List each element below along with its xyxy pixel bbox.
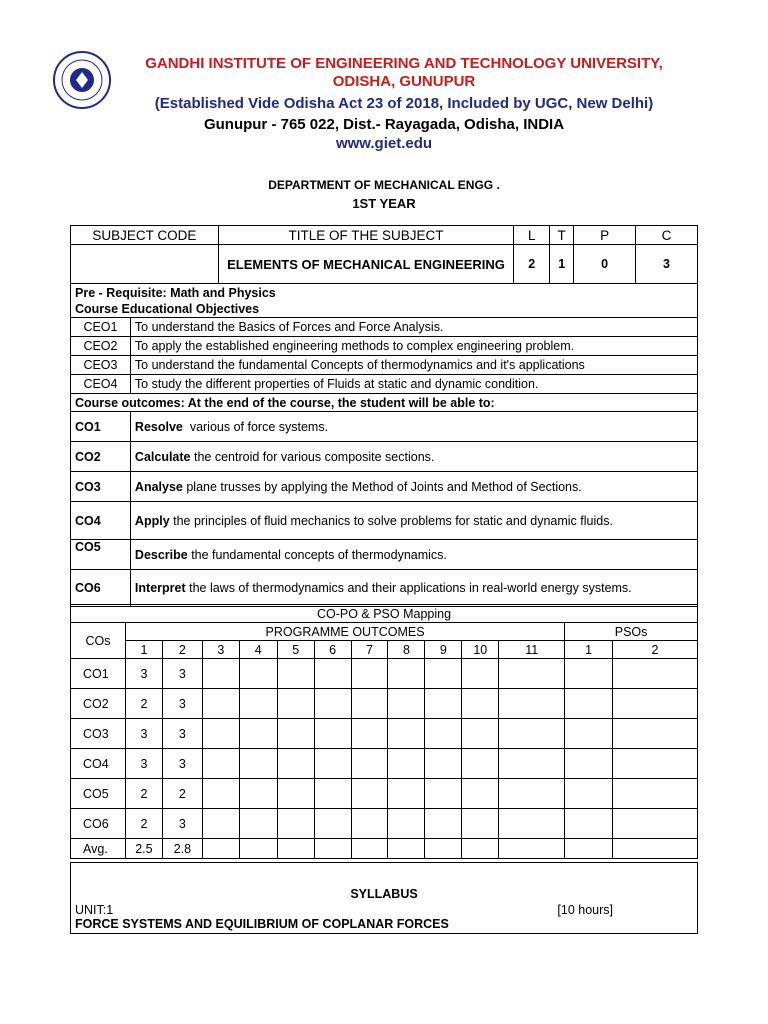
mapping-cell <box>239 779 277 809</box>
c-value: 3 <box>636 245 698 284</box>
co-row <box>71 442 698 472</box>
subject-title-header: TITLE OF THE SUBJECT <box>218 226 514 245</box>
mapping-cell <box>314 749 351 779</box>
mapping-cell <box>499 719 565 749</box>
co-row <box>71 412 698 442</box>
p-value: 0 <box>574 245 636 284</box>
university-location: ODISHA, GUNUPUR <box>332 73 476 90</box>
mapping-cell <box>239 659 277 689</box>
mapping-row <box>71 779 698 809</box>
mapping-cell <box>565 839 613 859</box>
course-table <box>70 225 698 607</box>
mapping-cell <box>565 659 613 689</box>
mapping-cell <box>499 749 565 779</box>
mapping-cell <box>202 779 239 809</box>
mapping-cell <box>388 689 425 719</box>
po-number: 4 <box>239 641 277 659</box>
co-verb: Describe <box>134 547 188 562</box>
mapping-cell <box>351 839 388 859</box>
mapping-cell <box>388 659 425 689</box>
mapping-cell <box>202 659 239 689</box>
mapping-cell <box>425 689 462 719</box>
mapping-cell <box>499 689 565 719</box>
mapping-cell <box>202 719 239 749</box>
mapping-cell <box>425 809 462 839</box>
t-header: T <box>550 226 574 245</box>
mapping-cell <box>351 719 388 749</box>
mapping-cell: 2 <box>125 779 162 809</box>
mapping-title: CO-PO & PSO Mapping <box>71 605 698 623</box>
l-header: L <box>514 226 550 245</box>
mapping-cell <box>351 749 388 779</box>
mapping-cell <box>277 779 314 809</box>
mapping-cell <box>388 809 425 839</box>
mapping-cell: 3 <box>125 719 162 749</box>
mapping-cell: 2 <box>162 779 202 809</box>
mapping-row <box>71 719 698 749</box>
mapping-cell <box>565 689 613 719</box>
ceo-row <box>71 337 698 356</box>
mapping-cell: 2.5 <box>125 839 162 859</box>
mapping-cell <box>314 839 351 859</box>
co-po-mapping-table <box>70 604 698 859</box>
co-id: CO5 <box>71 540 131 570</box>
co-row <box>71 570 698 607</box>
co-id: CO2 <box>71 442 131 472</box>
mapping-cell <box>388 779 425 809</box>
ceo-id: CEO2 <box>71 337 131 356</box>
co-text: plane trusses by applying the Method of Joints and Method of Sections. <box>182 479 582 494</box>
mapping-cell <box>462 659 499 689</box>
ceo-id: CEO4 <box>71 375 131 394</box>
co-id: CO4 <box>71 502 131 540</box>
university-name: GANDHI INSTITUTE OF ENGINEERING AND TECHNOLOGY UNIVERSITY, <box>145 55 663 72</box>
mapping-cell <box>277 809 314 839</box>
mapping-cell <box>425 839 462 859</box>
subject-code <box>71 245 219 284</box>
mapping-cell <box>565 809 613 839</box>
po-number: 1 <box>125 641 162 659</box>
mapping-co: CO4 <box>71 749 126 779</box>
mapping-cell <box>388 749 425 779</box>
mapping-cell: 3 <box>125 749 162 779</box>
co-text: various of force systems. <box>182 419 329 434</box>
mapping-cell <box>499 659 565 689</box>
co-verb: Interpret <box>134 581 186 595</box>
mapping-row <box>71 749 698 779</box>
mapping-row <box>71 689 698 719</box>
mapping-cell <box>277 839 314 859</box>
mapping-cell <box>499 839 565 859</box>
mapping-cell <box>499 809 565 839</box>
prerequisite: Pre - Requisite: Math and Physics <box>75 285 276 300</box>
mapping-cell <box>613 809 698 839</box>
ceo-row <box>71 375 698 394</box>
mapping-cell <box>351 809 388 839</box>
co-verb: Apply <box>134 513 170 528</box>
mapping-cell <box>565 719 613 749</box>
mapping-co: Avg. <box>71 839 126 859</box>
mapping-cell <box>277 659 314 689</box>
ceo-text: To apply the established engineering methods to complex engineering problem. <box>130 337 697 356</box>
po-number: 9 <box>425 641 462 659</box>
mapping-co: CO3 <box>71 719 126 749</box>
mapping-cell: 3 <box>162 719 202 749</box>
mapping-cell <box>314 809 351 839</box>
co-row <box>71 540 698 570</box>
website-link[interactable]: www.giet.edu <box>335 135 433 152</box>
po-number: 3 <box>202 641 239 659</box>
mapping-cell: 3 <box>162 749 202 779</box>
t-value: 1 <box>550 245 574 284</box>
ceo-id: CEO1 <box>71 318 131 337</box>
mapping-cell <box>239 839 277 859</box>
mapping-cell <box>499 779 565 809</box>
mapping-cell <box>462 809 499 839</box>
po-number: 8 <box>388 641 425 659</box>
co-text: the fundamental concepts of thermodynamics. <box>187 547 447 562</box>
address: Gunupur - 765 022, Dist.- Rayagada, Odisha, INDIA <box>203 116 565 133</box>
po-number: 2 <box>162 641 202 659</box>
subject-title: ELEMENTS OF MECHANICAL ENGINEERING <box>218 245 514 284</box>
mapping-cell <box>462 749 499 779</box>
mapping-cell <box>314 659 351 689</box>
ceo-id: CEO3 <box>71 356 131 375</box>
subject-code-header: SUBJECT CODE <box>71 226 219 245</box>
mapping-cell <box>202 839 239 859</box>
po-number: 11 <box>499 641 565 659</box>
co-text: the laws of thermodynamics and their applications in real-world energy systems. <box>185 581 632 595</box>
co-verb: Analyse <box>134 479 183 494</box>
mapping-co: CO2 <box>71 689 126 719</box>
ceo-row <box>71 318 698 337</box>
po-header: PROGRAMME OUTCOMES <box>125 623 564 641</box>
pso-number: 2 <box>613 641 698 659</box>
mapping-cell <box>425 719 462 749</box>
mapping-cell <box>462 779 499 809</box>
mapping-cell <box>425 779 462 809</box>
co-verb: Calculate <box>134 449 191 464</box>
mapping-cell <box>462 689 499 719</box>
department-title: DEPARTMENT OF MECHANICAL ENGG . <box>268 178 500 192</box>
mapping-cell <box>202 809 239 839</box>
mapping-cell <box>388 719 425 749</box>
established-note: (Established Vide Odisha Act 23 of 2018, Included by UGC, New Delhi) <box>154 95 654 112</box>
mapping-cell: 3 <box>162 809 202 839</box>
co-verb: Resolve <box>134 419 183 434</box>
co-id: CO6 <box>71 570 131 607</box>
mapping-cell <box>202 689 239 719</box>
mapping-cell <box>462 839 499 859</box>
mapping-cell <box>613 749 698 779</box>
co-text: the centroid for various composite sections. <box>190 449 435 464</box>
mapping-cell <box>565 749 613 779</box>
co-row <box>71 502 698 540</box>
ceo-row <box>71 356 698 375</box>
co-id: CO1 <box>71 412 131 442</box>
mapping-cell <box>425 659 462 689</box>
unit-hours: [10 hours] <box>557 903 613 917</box>
mapping-cell <box>351 779 388 809</box>
po-number: 10 <box>462 641 499 659</box>
mapping-cell <box>314 779 351 809</box>
mapping-cell <box>388 839 425 859</box>
mapping-cell <box>314 719 351 749</box>
mapping-cell: 3 <box>162 689 202 719</box>
c-header: C <box>636 226 698 245</box>
ceo-text: To understand the Basics of Forces and Force Analysis. <box>130 318 697 337</box>
mapping-cell <box>277 719 314 749</box>
mapping-cell <box>425 749 462 779</box>
mapping-cell <box>351 689 388 719</box>
mapping-cell: 3 <box>125 659 162 689</box>
po-number: 6 <box>314 641 351 659</box>
mapping-cell: 2.8 <box>162 839 202 859</box>
mapping-cell: 2 <box>125 689 162 719</box>
mapping-cell <box>277 749 314 779</box>
mapping-cell <box>565 779 613 809</box>
mapping-cell <box>239 809 277 839</box>
mapping-cell: 3 <box>162 659 202 689</box>
pso-header: PSOs <box>565 623 698 641</box>
mapping-cell <box>351 659 388 689</box>
co-row <box>71 472 698 502</box>
mapping-cell <box>239 689 277 719</box>
mapping-cell <box>613 779 698 809</box>
syllabus-heading: SYLLABUS <box>350 887 418 901</box>
cos-header: COs <box>71 623 126 659</box>
mapping-co: CO1 <box>71 659 126 689</box>
mapping-cell <box>613 719 698 749</box>
mapping-cell <box>613 659 698 689</box>
pso-number: 1 <box>565 641 613 659</box>
mapping-cell <box>613 689 698 719</box>
mapping-cell <box>239 719 277 749</box>
mapping-cell <box>613 839 698 859</box>
mapping-cell <box>462 719 499 749</box>
unit-label: UNIT:1 <box>75 903 114 917</box>
mapping-co: CO5 <box>71 779 126 809</box>
ceo-text: To study the different properties of Fluids at static and dynamic condition. <box>130 375 697 394</box>
po-number: 5 <box>277 641 314 659</box>
year-title: 1ST YEAR <box>352 196 416 211</box>
ceo-text: To understand the fundamental Concepts of thermodynamics and it's applications <box>130 356 697 375</box>
mapping-row <box>71 839 698 859</box>
syllabus-table <box>70 862 698 934</box>
mapping-row <box>71 809 698 839</box>
l-value: 2 <box>514 245 550 284</box>
co-heading: Course outcomes: At the end of the course, the student will be able to: <box>71 394 698 412</box>
mapping-cell <box>239 749 277 779</box>
mapping-cell <box>314 689 351 719</box>
mapping-row <box>71 659 698 689</box>
mapping-cell <box>202 749 239 779</box>
ceo-heading: Course Educational Objectives <box>75 301 260 316</box>
unit-title: FORCE SYSTEMS AND EQUILIBRIUM OF COPLANAR FORCES <box>75 917 449 931</box>
co-text: the principles of fluid mechanics to solve problems for static and dynamic fluids. <box>169 513 613 528</box>
mapping-cell: 2 <box>125 809 162 839</box>
po-number: 7 <box>351 641 388 659</box>
mapping-co: CO6 <box>71 809 126 839</box>
co-id: CO3 <box>71 472 131 502</box>
p-header: P <box>574 226 636 245</box>
mapping-cell <box>277 689 314 719</box>
